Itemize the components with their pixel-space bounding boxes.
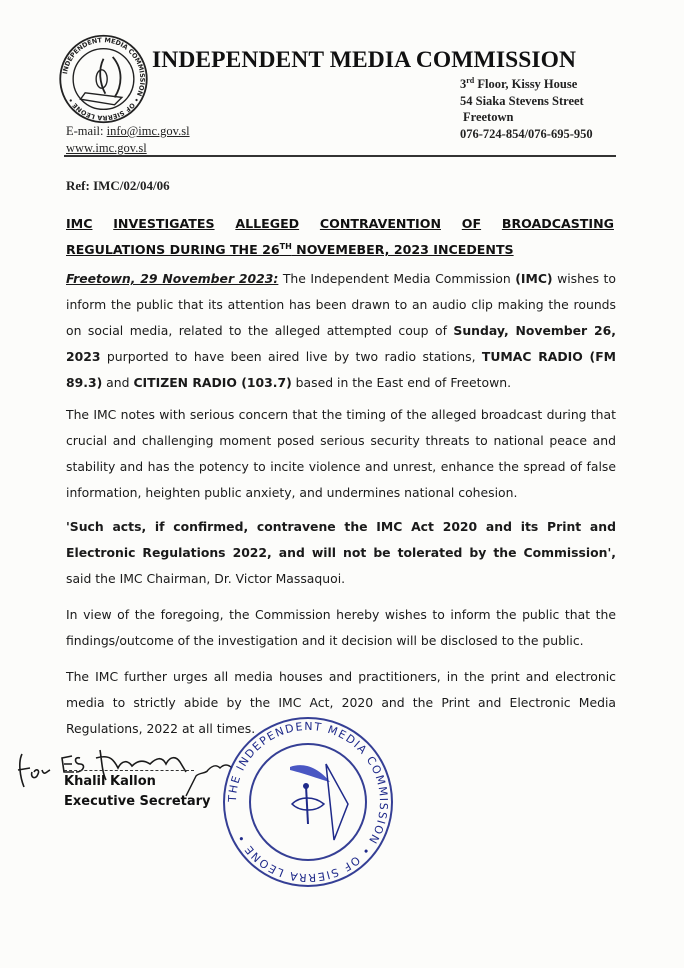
signer-name: Khalil Kallon [64,774,156,789]
title-word: ALLEGED [235,216,300,231]
svg-text:for ES: for ES [10,742,13,743]
email-link[interactable]: info@imc.gov.sl [106,124,190,138]
paragraph-intro: Freetown, 29 November 2023: The Independent Media Commission (IMC) wishes to inform the public that its attention has been drawn to an audio clip making the rounds on social media, related to the alleged attempted coup of Sunday, November 26, 2023 purported to have been aired live by two radio stations, TUMAC RADIO (FM 89.3) and CITIZEN RADIO (103.7) based in the East end of Freetown. [66,271,617,390]
title-superscript: TH [279,242,292,251]
imc-logo-icon [57,33,150,125]
title-word: CONTRAVENTION [319,216,441,231]
official-stamp-icon [218,712,398,892]
title-line2: REGULATIONS DURING THE 26 [66,242,280,258]
quote-attribution: said the IMC Chairman, Dr. Victor Massaquoi. [66,571,346,586]
contact-block [66,123,190,157]
address-block [460,73,593,142]
address-phone: 076-724-854/076-695-950 [460,126,593,141]
dateline: Freetown, 29 November 2023: [66,271,279,286]
address-street: 54 Siaka Stevens Street [460,93,584,108]
signer-block [64,772,211,812]
title-word: OF [461,216,482,231]
address-city: Freetown [463,110,514,125]
svg-text:THE INDEPENDENT MEDIA COMMISSI: THE INDEPENDENT MEDIA COMMISSION • OF SIERRA LEONE • [225,719,391,885]
paragraph-concern: The IMC notes with serious concern that the timing of the alleged broadcast during that crucial and challenging moment posed serious security threats to national peace and stability and has the potency to incite violence and unrest, enhance the spread of false information, heighten public anxiety, and undermines national cohesion. [66,407,616,500]
email-label: E-mail: [66,124,107,138]
signature-line [64,770,194,771]
title-word: INVESTIGATES [113,216,215,231]
signer-position: Executive Secretary [64,794,211,809]
address-floor: 3rd Floor, Kissy House [460,76,578,92]
paragraph-quote [66,514,616,592]
header-divider [64,155,616,157]
paragraph-urge: The IMC further urges all media houses and practitioners, in the print and electronic media to strictly abide by the IMC Act, 2020 and the Print and Electronic Media Regulations, 2022 at all times. [66,669,616,736]
organization-name: INDEPENDENT MEDIA COMMISSION [152,47,577,73]
reference-number: Ref: IMC/02/04/06 [66,178,170,193]
paragraph-investigation: In view of the foregoing, the Commission hereby wishes to inform the public that the findings/outcome of the investigation and it decision will be disclosed to the public. [66,607,616,648]
chairman-quote: 'Such acts, if confirmed, contravene the IMC Act 2020 and its Print and Electronic Regulations 2022, and will not be tolerated by the Commission', [66,519,616,560]
website-link[interactable]: www.imc.gov.sl [66,141,147,155]
title-word: BROADCASTING [501,216,614,231]
title-line2-suffix: NOVEMEBER, 2023 INCEDENTS [291,242,514,258]
document-title [66,212,614,261]
title-word: IMC [66,216,93,231]
svg-text:INDEPENDENT MEDIA COMMISSION •: INDEPENDENT MEDIA COMMISSION • OF SIERRA LEONE • [61,36,147,122]
